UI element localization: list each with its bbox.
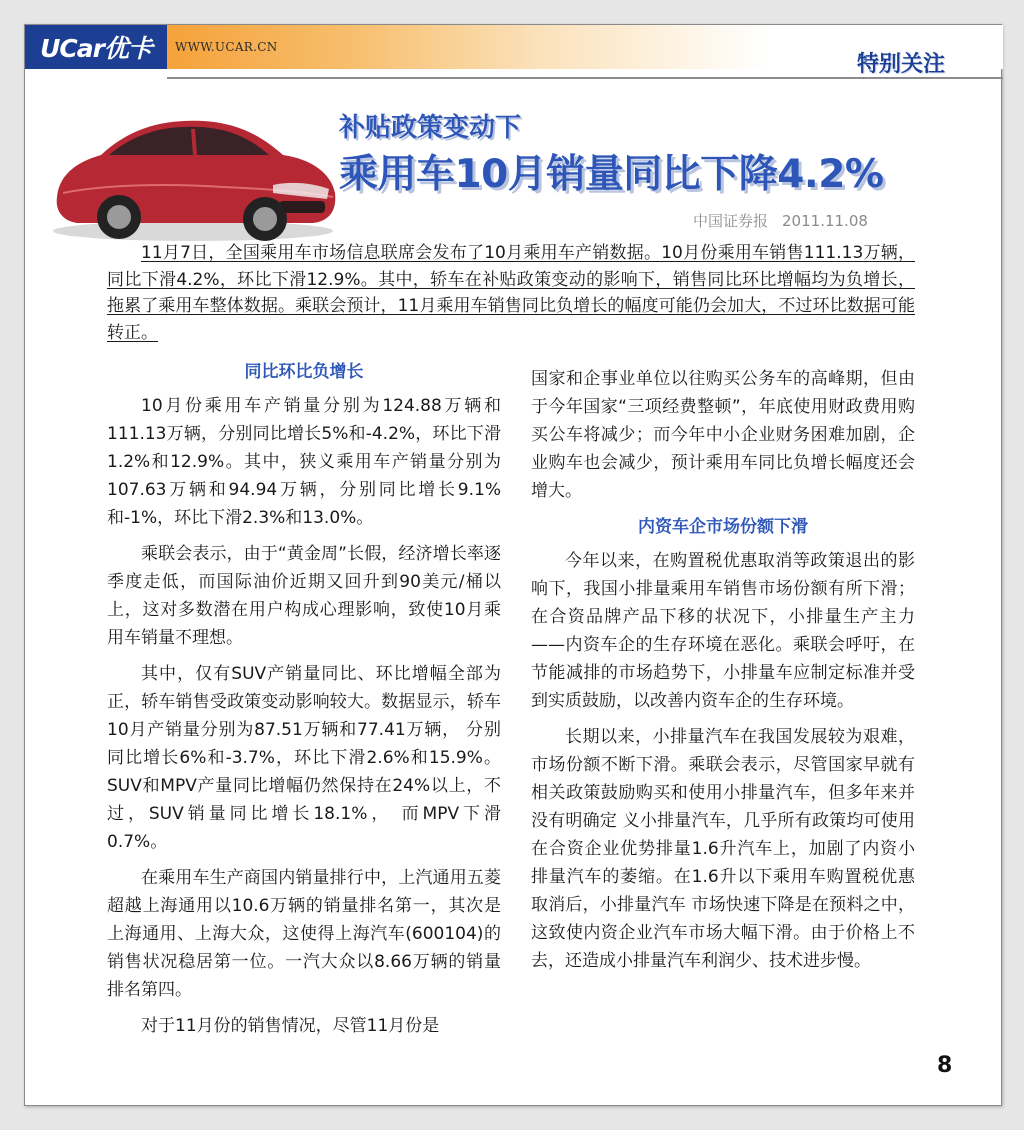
paragraph: 今年以来，在购置税优惠取消等政策退出的影响下，我国小排量乘用车销售市场份额有所下滑；在合资品牌产品下移的状况下，小排量生产主力——内资车企的生存环境在恶化。乘联会呼吁，在节能减排的市场趋势下，小排量车应制定标准并受到实质鼓励，以改善内资车企的生存环境。 [531, 551, 915, 711]
magazine-page [24, 24, 1002, 1106]
sedan-car-illustration [43, 89, 343, 243]
brand-logo-block [25, 25, 167, 69]
section-tag: 特别关注 [856, 52, 945, 77]
article-date: 2011.11.08 [782, 212, 868, 230]
paragraph: 10月份乘用车产销量分别为124.88万辆和111.13万辆，分别同比增长5%和-4.2%，环比下滑1.2%和12.9%。其中，狭义乘用车产销量分别为107.63万辆和94.94万辆，分别同比增长9.1%和-1%，环比下滑2.3%和13.0%。 [107, 396, 501, 528]
left-column [107, 358, 501, 1048]
article-source: 中国证券报 [693, 212, 769, 230]
site-url: WWW.UCAR.CN [175, 40, 278, 54]
right-column [531, 365, 915, 983]
subheading-market-share: 内资车企市场份额下滑 [638, 517, 808, 537]
paragraph-continuation: 国家和企事业单位以往购买公务车的高峰期，但由于今年国家“三项经费整顿”，年底使用财政费用购买公车将减少；而今年中小企业财务困难加剧，企业购车也会减少，预计乘用车同比负增长幅度还会增大。 [531, 369, 915, 501]
subheading-yoy: 同比环比负增长 [244, 362, 364, 382]
article-kicker: 补贴政策变动下 [339, 113, 522, 143]
paragraph: 长期以来，小排量汽车在我国发展较为艰难，市场份额不断下滑。乘联会表示，尽管国家早就有相关政策鼓励购买和使用小排量汽车，但多年来并没有明确定 义小排量汽车，几乎所有政策均可使用在合资企业优势排量1.6升汽车上，加剧了内资小排量汽车的萎缩。在1.6升以下乘用车购置税优惠取消后，小排量汽车 市场快速下降是在预料之中，这致使内资企业汽车市场大幅下滑。由于价格上不去，还造成小排量汽车利润少、技术进步慢。 [531, 727, 915, 971]
paragraph: 在乘用车生产商国内销量排行中，上汽通用五菱超越上海通用以10.6万辆的销量排名第一，其次是上海通用、上海大众，这使得上海汽车(600104)的销售状况稳居第一位。一汽大众以8.66万辆的销量排名第四。 [107, 868, 501, 1000]
article-headline: 乘用车10月销量同比下降4.2% [339, 152, 884, 197]
article-lead: 11月7日，全国乘用车市场信息联席会发布了10月乘用车产销数据。10月份乘用车销售111.13万辆，同比下滑4.2%，环比下滑12.9%。其中，轿车在补贴政策变动的影响下，销售同比环比增幅均为负增长，拖累了乘用车整体数据。乘联会预计，11月乘用车销售同比负增长的幅度可能仍会加大，不过环比数据可能转正。 [107, 243, 915, 343]
article-source-line [693, 210, 868, 231]
header-rule [167, 77, 1003, 79]
paragraph: 对于11月份的销售情况，尽管11月份是 [141, 1016, 440, 1036]
paragraph: 乘联会表示，由于“黄金周”长假，经济增长率逐季度走低，而国际油价近期又回升到90美元/桶以上，这对多数潜在用户构成心理影响，致使10月乘用车销量不理想。 [107, 544, 501, 648]
page-number: 8 [937, 1053, 953, 1078]
paragraph: 其中，仅有SUV产销量同比、环比增幅全部为正，轿车销售受政策变动影响较大。数据显示，轿车10月产销量分别为87.51万辆和77.41万辆， 分别同比增长6%和-3.7%，环比下滑2.6%和15.9%。SUV和MPV产量同比增幅仍然保持在24%以上，不过，SUV销量同比增长18.1%， 而MPV下滑0.7%。 [107, 664, 501, 852]
ucar-logo: UCar优卡 [40, 34, 152, 63]
